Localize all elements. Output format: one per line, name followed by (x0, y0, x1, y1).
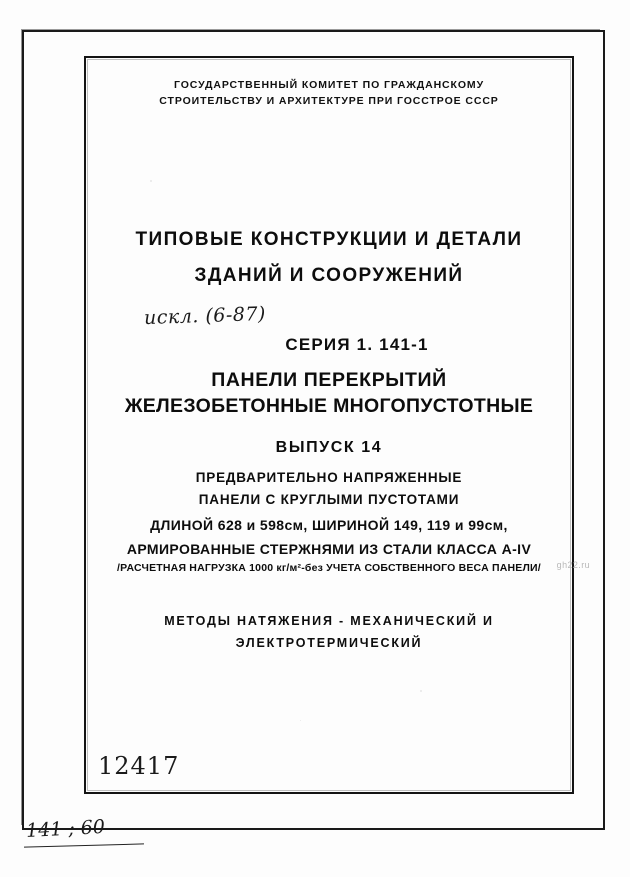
document-title-line-1: ТИПОВЫЕ КОНСТРУКЦИИ И ДЕТАЛИ (135, 229, 523, 250)
description-line-4: АРМИРОВАННЫЕ СТЕРЖНЯМИ ИЗ СТАЛИ КЛАССА А-IV (126, 541, 532, 557)
description-line-2: ПАНЕЛИ С КРУГЛЫМИ ПУСТОТАМИ (198, 492, 460, 507)
scan-speckle (300, 720, 301, 721)
handwritten-bottom-note: 141 ; 60 (25, 815, 106, 843)
organization-line-2: СТРОИТЕЛЬСТВУ И АРХИТЕКТУРЕ ПРИ ГОССТРОЕ СССР (159, 95, 499, 107)
scan-speckle (150, 180, 152, 182)
handwritten-inventory-number: 12417 (98, 752, 180, 780)
subject-line-1: ПАНЕЛИ ПЕРЕКРЫТИЙ (211, 369, 447, 391)
organization-line-1: ГОСУДАРСТВЕННЫЙ КОМИТЕТ ПО ГРАЖДАНСКОМУ (174, 79, 484, 91)
methods-line-1: МЕТОДЫ НАТЯЖЕНИЯ - МЕХАНИЧЕСКИЙ И (164, 614, 494, 628)
scan-speckle (420, 690, 422, 692)
title-block-border (84, 56, 574, 794)
description-line-3: ДЛИНОЙ 628 и 598см, ШИРИНОЙ 149, 119 и 99см, (150, 517, 508, 533)
issue-number: ВЫПУСК 14 (275, 439, 383, 456)
subject-line-2: ЖЕЛЕЗОБЕТОННЫЕ МНОГОПУСТОТНЫЕ (124, 395, 534, 417)
handwritten-exclusion-note: искл. (6-87) (143, 302, 267, 330)
watermark-text: gh22.ru (556, 560, 590, 570)
handwritten-underline (24, 843, 144, 847)
description-line-5-load-note: /РАСЧЕТНАЯ НАГРУЗКА 1000 кг/м²-без УЧЕТА СОБСТВЕННОГО ВЕСА ПАНЕЛИ/ (117, 562, 541, 574)
document-title-line-2: ЗДАНИЙ И СООРУЖЕНИЙ (194, 265, 464, 286)
methods-line-2: ЭЛЕКТРОТЕРМИЧЕСКИЙ (235, 636, 423, 650)
description-line-1: ПРЕДВАРИТЕЛЬНО НАПРЯЖЕННЫЕ (195, 470, 463, 485)
series-number: СЕРИЯ 1. 141-1 (285, 335, 429, 354)
